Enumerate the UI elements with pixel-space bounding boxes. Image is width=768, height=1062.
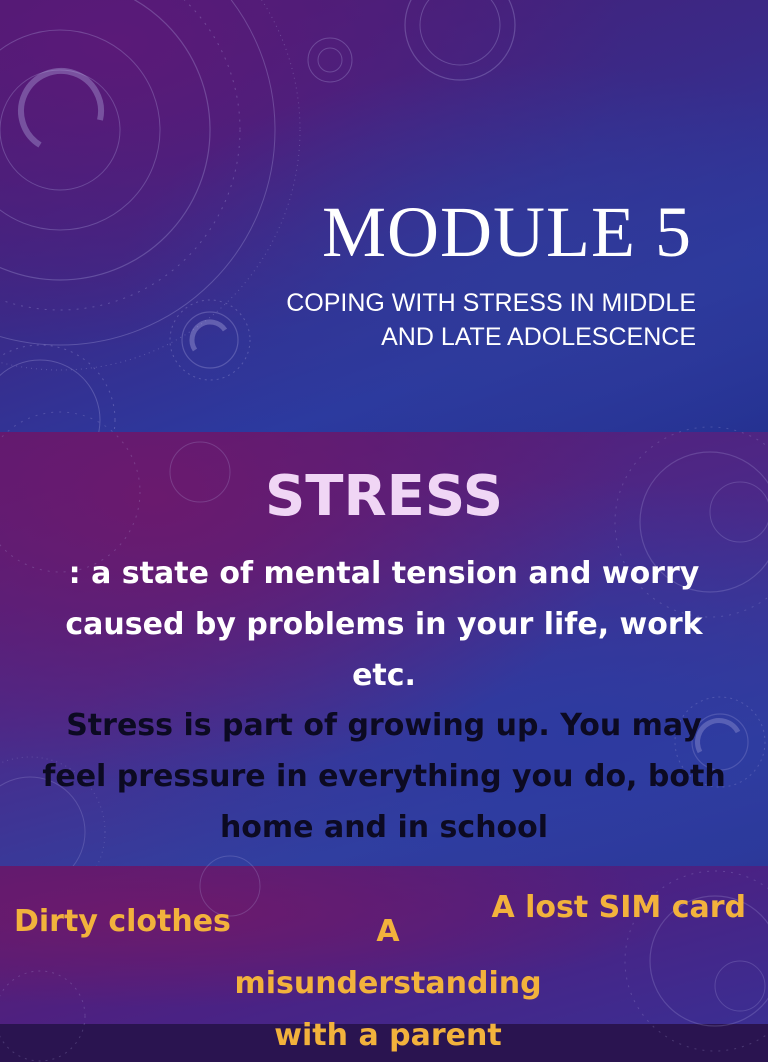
stress-definition-slide [0, 432, 768, 866]
definition-line: : a state of mental tension and worry [68, 556, 700, 591]
definition-line: caused by problems in your life, work [65, 607, 703, 642]
stress-definition [30, 548, 738, 701]
module-subtitle [196, 286, 696, 354]
stressor-line: misunderstanding [234, 966, 542, 1001]
description-line: feel pressure in everything you do, both [42, 759, 726, 794]
subtitle-line: COPING WITH STRESS IN MIDDLE [286, 289, 696, 317]
description-line: Stress is part of growing up. You may [66, 708, 702, 743]
title-slide [0, 0, 768, 432]
description-line: home and in school [219, 810, 549, 845]
stressors-slide [0, 866, 768, 1053]
stressor-dirty-clothes: Dirty clothes [14, 904, 231, 939]
stress-heading: STRESS [264, 464, 504, 529]
subtitle-line: AND LATE ADOLESCENCE [381, 323, 696, 351]
definition-line: etc. [352, 658, 416, 693]
stressor-line: with a parent [274, 1018, 502, 1053]
stress-description [20, 700, 748, 853]
module-title: MODULE 5 [322, 192, 692, 272]
stressor-line: A [376, 914, 400, 949]
stressor-misunderstanding [200, 906, 576, 1062]
stressor-lost-sim-card: A lost SIM card [491, 890, 746, 925]
